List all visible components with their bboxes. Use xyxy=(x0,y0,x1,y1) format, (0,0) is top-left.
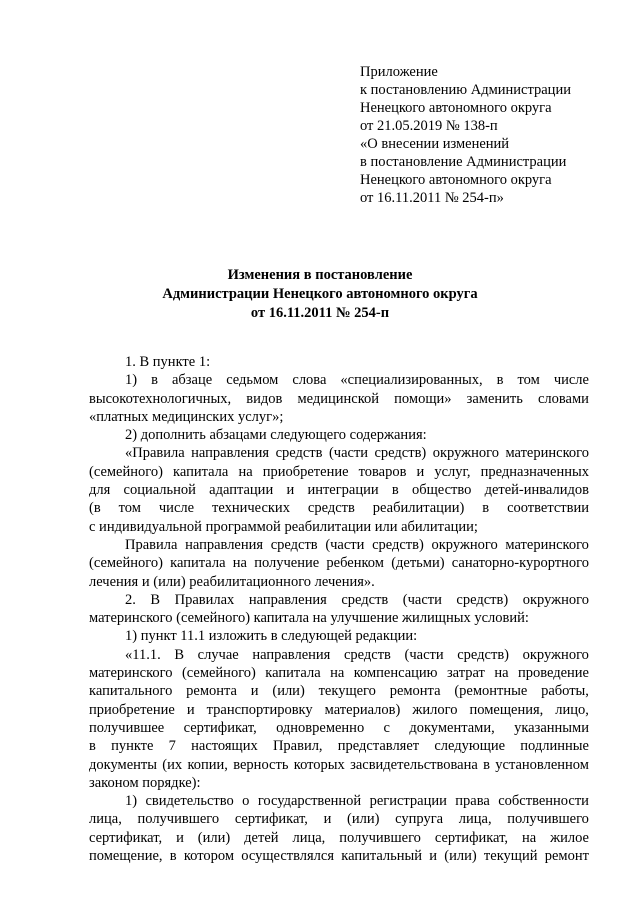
appendix-line: от 21.05.2019 № 138-п xyxy=(360,118,498,134)
body-line: лечения и (или) реабилитационного лечения». xyxy=(89,573,375,590)
body-line: капитального ремонта и (или) текущего ремонта (ремонтные работы, xyxy=(89,683,589,700)
body-line: «платных медицинских услуг»; xyxy=(89,408,284,425)
body-line: законом порядке): xyxy=(89,774,201,791)
title-line: Администрации Ненецкого автономного округа xyxy=(162,286,478,302)
appendix-line: от 16.11.2011 № 254-п» xyxy=(360,190,504,206)
title-line: Изменения в постановление xyxy=(227,267,413,283)
body-line: 1) в абзаце седьмом слова «специализированных, в том числе xyxy=(125,372,589,389)
body-line: документы (их копии, верность которых засвидетельствована в установленном xyxy=(89,756,589,773)
body-line: лица, получившего сертификат, и (или) супруга лица, получившего xyxy=(89,811,589,828)
appendix-line: к постановлению Администрации xyxy=(360,82,571,98)
body-line: 1) свидетельство о государственной регистрации права собственности xyxy=(125,793,589,810)
body-line: для социальной адаптации и интеграции в общество детей-инвалидов xyxy=(89,482,589,499)
body-line: 1. В пункте 1: xyxy=(125,354,211,370)
body-line: Правила направления средств (части средств) окружного материнского xyxy=(125,536,589,553)
body-line: материнского (семейного) капитала на компенсацию затрат на проведение xyxy=(89,665,589,682)
body-line: получившее сертификат, одновременно с документами, указанными xyxy=(89,719,589,736)
body-line: 1) пункт 11.1 изложить в следующей редакции: xyxy=(125,628,418,645)
body-line: (семейного) капитала на приобретение товаров и услуг, предназначенных xyxy=(89,463,589,480)
document-body xyxy=(89,353,589,865)
body-line: материнского (семейного) капитала на улучшение жилищных условий: xyxy=(89,610,529,627)
body-line: помещение, в котором осуществлялся капитальный и (или) текущий ремонт xyxy=(89,848,589,865)
appendix-line: Ненецкого автономного округа xyxy=(360,172,552,188)
appendix-line: в постановление Администрации xyxy=(360,154,567,170)
body-line: приобретение и транспортировку материалов) жилого помещения, лицо, xyxy=(89,701,589,718)
body-line: сертификат, и (или) детей лица, получившего сертификат, на жилое xyxy=(89,829,589,846)
body-line: с индивидуальной программой реабилитации или абилитации; xyxy=(89,518,478,535)
body-line: (семейного) капитала на получение ребенком (детьми) санаторно-курортного xyxy=(89,555,589,572)
appendix-block xyxy=(360,63,630,207)
appendix-line: «О внесении изменений xyxy=(360,136,510,152)
body-line: (в том числе технических средств реабилитации) в соответствии xyxy=(89,500,589,517)
appendix-line: Ненецкого автономного округа xyxy=(360,100,552,116)
document-title xyxy=(0,266,640,323)
body-line: высокотехнологичных, видов медицинской помощи» заменить словами xyxy=(89,390,589,407)
body-line: «Правила направления средств (части средств) окружного материнского xyxy=(125,445,589,462)
body-line: в пункте 7 настоящих Правил, представляет следующие подлинные xyxy=(89,738,589,755)
appendix-line: Приложение xyxy=(360,64,438,80)
body-line: 2) дополнить абзацами следующего содержания: xyxy=(125,427,427,444)
title-line: от 16.11.2011 № 254-п xyxy=(250,305,390,321)
body-line: «11.1. В случае направления средств (части средств) окружного xyxy=(125,646,589,663)
body-line: 2. В Правилах направления средств (части средств) окружного xyxy=(125,591,589,608)
